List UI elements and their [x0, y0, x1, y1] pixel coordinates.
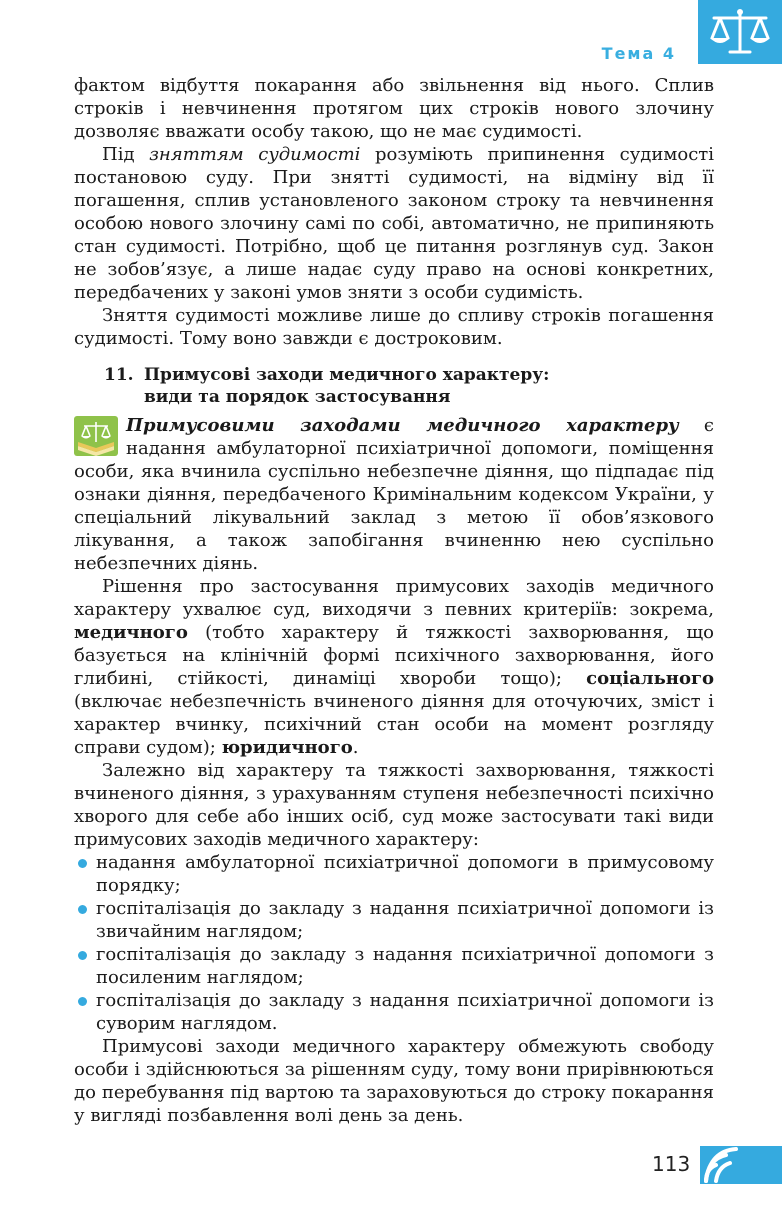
header-tab	[698, 0, 782, 64]
wave-lines-icon	[702, 1147, 752, 1183]
section-number: 11.	[104, 365, 134, 385]
scales-icon	[706, 6, 774, 58]
text-span: Під	[102, 144, 150, 165]
criterion-medical: медичного	[74, 622, 188, 643]
book-scales-icon	[74, 416, 118, 456]
paragraph-criteria	[74, 575, 714, 759]
term-italic: зняттям судимості	[149, 144, 361, 165]
paragraph	[74, 143, 714, 304]
text-span: Рішення про застосування примусових заходів медичного характеру ухвалює суд, виходячи з певних критеріїв: зокрема,	[74, 576, 714, 620]
section-title-line2: види та порядок застосування	[144, 387, 451, 407]
page-body	[74, 74, 714, 1127]
topic-label: Тема 4	[601, 44, 676, 63]
page-number: 113	[652, 1152, 691, 1176]
definition-term: Примусовими заходами медичного характеру	[126, 415, 679, 436]
list-item: надання амбулаторної психіатричної допомоги в примусовому порядку;	[74, 851, 714, 897]
criterion-legal: юридичного	[221, 737, 353, 758]
definition-text: є надання амбулаторної психіатричної допомоги, поміщення особи, яка вчинила суспільно небезпечне діяння, що підпадає під ознаки діяння, передбаченого Кримінальним кодексом України, у спеціальний лікувальний заклад з метою її обов’язкового лікування, а також запобігання вчиненню нею суспільно небезпечних діянь.	[74, 415, 714, 574]
list-item: госпіталізація до закладу з надання психіатричної допомоги із суворим наглядом.	[74, 989, 714, 1035]
text-span: (включає небезпечність вчиненого діяння для оточуючих, зміст і характер вчинку, психічний стан особи на момент розгляду справи судом);	[74, 691, 714, 758]
text-span: розуміють припинення судимості постановою суду. При знятті судимості, на відміну від її погашення, сплив установленого законом строку та невчинення особою нового злочину самі по собі, автоматично, не припиняють стан судимості. Потрібно, щоб це питання розглянув суд. Закон не зобов’язує, а лише надає суду право на основі конкретних, передбачених у законі умов зняти з особи судимість.	[74, 144, 715, 303]
paragraph: Примусові заходи медичного характеру обмежують свободу особи і здійснюються за рішенням суду, тому вони прирівнюються до перебування під вартою та зараховуються до строку покарання у вигляді позбавлення волі день за день.	[74, 1036, 714, 1126]
measures-list	[74, 851, 714, 1035]
list-item: госпіталізація до закладу з надання психіатричної допомоги із звичайним наглядом;	[74, 897, 714, 943]
footer-tab	[700, 1146, 782, 1184]
definition-paragraph	[74, 414, 714, 575]
section-title-line1: Примусові заходи медичного характеру:	[144, 365, 550, 385]
section-heading	[74, 364, 714, 408]
paragraph: Залежно від характеру та тяжкості захворювання, тяжкості вчиненого діяння, з урахуванням ступеня небезпечності психічно хворого для себе або інших осіб, суд може застосувати такі види примусових заходів медичного характеру:	[74, 760, 714, 850]
text-span: .	[352, 737, 359, 758]
criterion-social: соціального	[586, 668, 714, 689]
paragraph: фактом відбуття покарання або звільнення від нього. Сплив строків і невчинення протягом цих строків нового злочину дозволяє вважати особу такою, що не має судимості.	[74, 75, 714, 142]
paragraph: Зняття судимості можливе лише до спливу строків погашення судимості. Тому воно завжди є достроковим.	[74, 305, 714, 349]
list-item: госпіталізація до закладу з надання психіатричної допомоги з посиленим наглядом;	[74, 943, 714, 989]
text-span: (тобто характеру й тяжкості захворювання, що базується на клінічній формі психічного захворювання, його глибині, стійкості, динаміці хвороби тощо);	[74, 622, 714, 689]
